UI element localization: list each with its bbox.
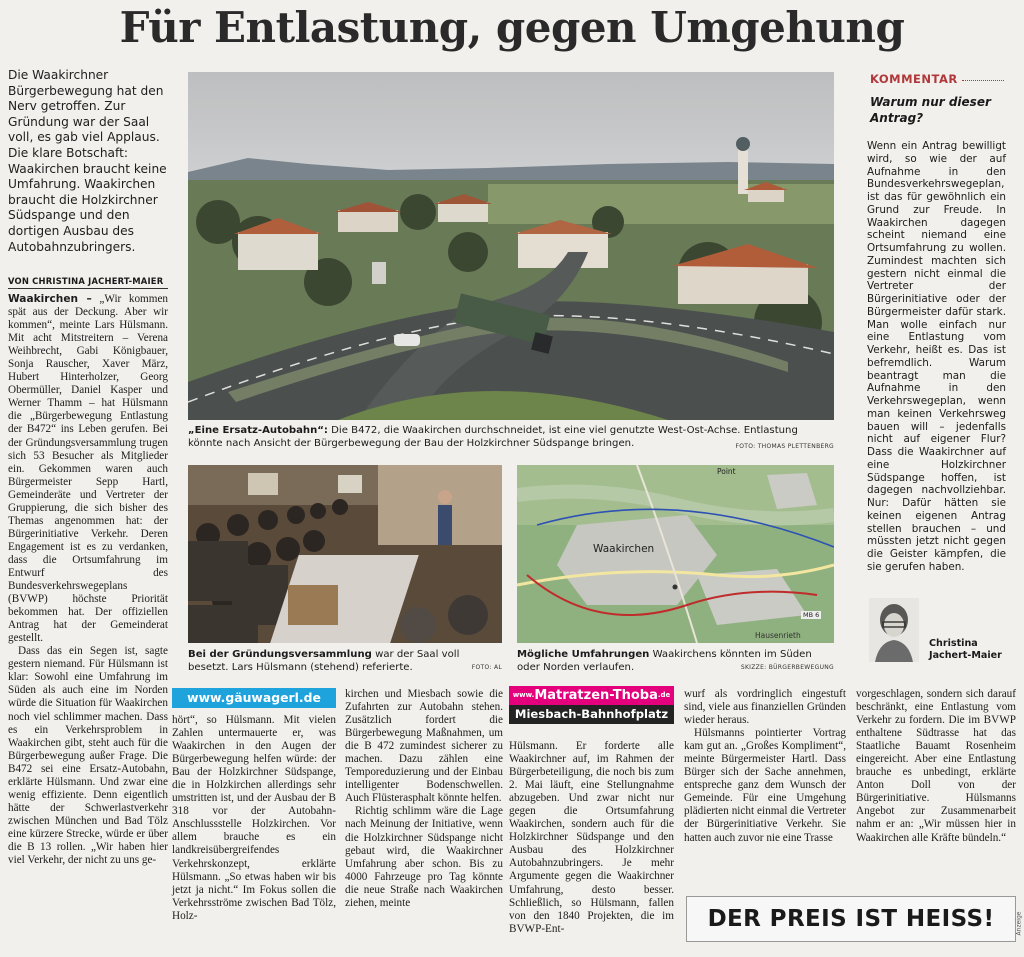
article-column-3 [345, 688, 503, 910]
kommentar-title: Warum nur dieser Antrag? [870, 95, 991, 125]
article-paragraph: wurf als vordringlich eingestuft sind, viele aus finanziellen Gründen wieder heraus. [684, 688, 846, 727]
article-column-4: Hülsmann. Er forderte alle Waakirchner auf, im Rahmen der Bürgerbeteiligung, die noch bis zum 2. Mai läuft, eine Stellungnahme abzugeben. Und zwar nicht nur gegen die Ortsumfahrung Waakirchen, sondern auch für die Holzkirchner Südspange und den Ausbau des Holzkirchner Autobahnzubringers. Je mehr Argumente gegen die Waakirchner Umfahrung, desto besser. Schließlich, so Hülsmann, fallen von den 1840 Projekten, die im BVWP-Ent- [509, 740, 674, 935]
article-column-1 [8, 293, 168, 867]
map-road-label: MB 6 [803, 611, 820, 619]
bypass-map [517, 465, 834, 643]
map-label-hausenrieth: Hausenrieth [755, 631, 801, 640]
road-photo [188, 72, 834, 420]
main-photo-credit: FOTO: THOMAS PLETTENBERG [735, 443, 834, 450]
ad-thoba-prefix: www. [512, 691, 535, 699]
article-paragraph: „Wir kommen spät aus der Deckung. Aber wir kommen“, meinte Lars Hülsmann. Mit acht Mitstreitern – Verena Weihbrecht, Gabi Königbauer, Sonja Rauscher, Xaver März, Hubert Hinterholzer, Georg Obermüller, Daniel Kasper und Werner Thamm – hat Hülsmann die „Bürgerbewegung Entlastung der B472“ ins Leben gerufen. Bei der Gründungsversammlung trugen sich 53 Besucher als Mitglieder ein. Gekommen waren auch Bürgermeister Sepp Hartl, Gemeinderäte und Vertreter der Gruppierung, die sich bisher des Themas angenommen hat: der Bürgerinitiative Verkehr. Deren Engagement ist es zu verdanken, dass die Ortsumfahrung im Entwurf des Bundesverkehrswegeplans (BVWP) höchste Priorität bekommen hat. Der offiziellen Antrag hat der Gemeinderat gestellt. [8, 293, 168, 645]
article-paragraph: kirchen und Miesbach sowie die Zufahrten zur Autobahn stehen. Zusätzlich fordert die Bürgerbewegung Maßnahmen, um die B 472 zumindest sicherer zu machen. Dazu zählen eine Temporeduzierung und der Einbau intelligenter Bodenschwellen. Auch Flüsterasphalt könnte helfen. [345, 688, 503, 805]
ad-matratzen-thoba[interactable] [509, 686, 674, 724]
headline: Für Entlastung, gegen Umgehung [119, 3, 905, 52]
ad-thoba-title [509, 686, 674, 705]
kommentar-rule [962, 80, 1004, 81]
ad-thoba-suffix: .de [657, 691, 671, 699]
caption-lead: Mögliche Umfahrungen [517, 649, 650, 660]
kommentar-body: Wenn ein Antrag bewilligt wird, so wie der auf Aufnahme in den Bundesverkehrswegeplan, ist das für gewöhnlich ein Grund zur Freude. In Waakirchen dagegen scheint niemand eine Ortsumfahrung zu wollen. Zumindest machten sich gestern nicht einmal die Vertreter der Bürgerinitiative oder der Bürgermeister dafür stark. Man wolle einfach nur eine Entlastung vom Verkehr, heißt es. Das ist befremdlich. Warum beantragt man die Aufnahme in den Verkehrswegeplan, wenn man keinen Verkehrsweg bauen will – jedenfalls nicht auf eigener Flur? Dass die Waakirchner auf eine Holzkirchner Südspange hoffen, ist dagegen nachvollziehbar. Nur: Dafür hätten sie keinen eigenen Antrag stellen brauchen – und müssten jetzt nicht gegen die Geister kämpfen, die sie gerufen haben. [867, 140, 1006, 573]
meeting-photo-credit: FOTO: AL [471, 664, 502, 671]
meeting-hall-photo [188, 465, 502, 643]
ad-thoba-name: Matratzen-Thoba [534, 688, 658, 703]
caption-text: war der Saal voll besetzt. Lars Hülsmann (stehend) referierte. [188, 649, 460, 673]
dateline: Waakirchen – [8, 293, 92, 305]
article-paragraph: Dass das ein Segen ist, sagte gestern niemand. Für Hülsmann ist klar: Sowohl eine Umfahrung im Süden als auch eine im Norden würde die Situation für Waakirchen noch viel schlimmer machen. Dass es ein Verkehrsproblem in Waakirchen gibt, steht auch für die Bürgerbewegung außer Frage. Die B472 sei eine Ersatz-Autobahn, erklärte Hülsmann. Und zwar eine wenig effiziente. Denn eigentlich hätte der Schwerlastverkehr zwischen München und Bad Tölz eine kürzere Strecke, würde er über die B 13 rollen. „Wir haben hier viel Verkehr, der nicht zu uns ge- [8, 645, 168, 867]
caption-lead: Bei der Gründungsversammlung [188, 649, 372, 660]
caption-lead: „Eine Ersatz-Autobahn“: [188, 425, 328, 436]
article-column-2: hört“, so Hülsmann. Mit vielen Zahlen untermauerte er, was Waakirchen in den Augen der Bürgerbewegung helfen würde: der Bau der Holzkirchner Südspange, die in Holzkirchen allerdings sehr umstritten ist, und der Ausbau der B 318 vor der Autobahn-Anschlussstelle Holzkirchen. Vor allem brauche es ein landkreisübergreifendes Verkehrskonzept, erklärte Hülsmann. „So etwas haben wir bis jetzt ja nicht.“ Im Fokus sollen die Verkehrsströme zwischen Bad Tölz, Holz- [172, 714, 336, 922]
caption-text: Die B472, die Waakirchen durchschneidet, ist eine viel genutzte West-Ost-Achse. Entlastung könnte nach Ansicht der Bürgerbewegung der Bau der Holzkirchner Südspange bringen. [188, 425, 798, 449]
author-last-name: Jachert-Maier [929, 650, 1002, 661]
ad-gaeuwagerl[interactable]: www.gäuwagerl.de [172, 688, 336, 708]
ad-der-preis-ist-heiss[interactable] [686, 896, 1016, 942]
ad-preis-text: DER PREIS IST HEISS! [707, 906, 995, 932]
main-photo [188, 72, 834, 420]
kommentar-label: KOMMENTAR [870, 72, 958, 86]
bypass-map-graphic [517, 465, 834, 643]
author-name [929, 638, 1019, 662]
lead-paragraph: Die Waakirchner Bürgerbewegung hat den Nerv getroffen. Zur Gründung war der Saal voll, es gab viel Applaus. Die klare Botschaft: Waakirchen braucht keine Umfahrung. Waakirchen braucht die Holzkirchner Südspange und den dortigen Ausbau des Autobahnzubringers. [8, 68, 167, 254]
article-paragraph: Hülsmanns pointierter Vortrag kam gut an. „Großes Kompliment“, meinte Bürgermeister Hartl. Dass Bürger sich der Sache annehmen, entspreche ganz dem Wunsch der Gemeinde. Für eine Umgehung plädierten nicht einmal die Vertreter der Bürgerinitiative Verkehr. Sie hatten auch zuvor nie eine Trasse [684, 727, 846, 844]
byline: VON CHRISTINA JACHERT-MAIER [8, 276, 168, 289]
article-paragraph: Richtig schlimm wäre die Lage nach Meinung der Initiative, wenn die Holzkirchner Südspange nicht gebaut wird, die Waakirchner Umfahrung aber schon. Bis zu 4000 Fahrzeuge pro Tag könnte die neue Straße nach Waakirchen ziehen, meinte [345, 805, 503, 909]
map-credit: SKIZZE: BÜRGERBEWEGUNG [740, 664, 834, 671]
author-avatar [869, 598, 919, 662]
article-column-6: vorgeschlagen, sondern sich darauf beschränkt, eine Entlastung vom Verkehr zu fordern. Die im BVWP enthaltene Südtrasse hat das Staatliche Bauamt Rosenheim eingereicht. Aber eine Entlastung brauche es unbedingt, erklärte Anton Doll von der Bürgerinitiative. Hülsmanns Angebot zur Zusammenarbeit nahm er an: „Wir müssen hier in Waakirchen alle Kräfte bündeln.“ [856, 688, 1016, 844]
map-label-point: Point [717, 467, 736, 476]
map-label-town: Waakirchen [593, 543, 655, 555]
caption-text: Waakirchens könnten im Süden oder Norden verlaufen. [517, 649, 812, 673]
edge-mark: Anzeige [1015, 911, 1023, 936]
article-column-5 [684, 688, 846, 845]
ad-thoba-subtitle: Miesbach-Bahnhofplatz [509, 705, 674, 724]
meeting-photo [188, 465, 502, 643]
author-first-name: Christina [929, 638, 978, 649]
